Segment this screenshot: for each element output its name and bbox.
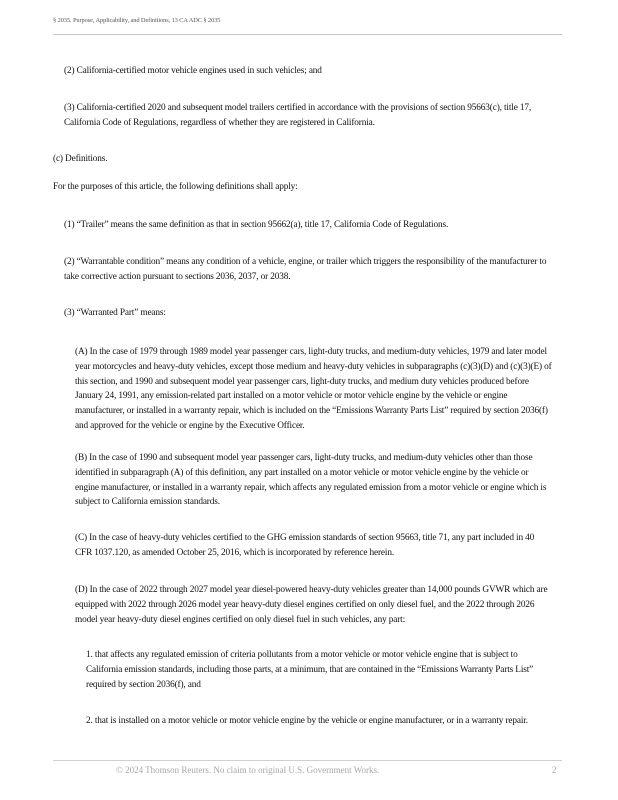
paragraph-intro: For the purposes of this article, the following definitions shall apply:	[53, 182, 298, 192]
paragraph-c3-warranted-part: (3) “Warranted Part” means:	[64, 308, 166, 318]
paragraph-c1-trailer: (1) “Trailer” means the same definition as that in section 95662(a), title 17, California Code of Regulations.	[64, 220, 449, 230]
subparagraph-C: (C) In the case of heavy-duty vehicles certified to the GHG emission standards of section 95663, title 71, any part included in 40 CFR 1037.120, as amended October 25, 2016, which is incorporated by reference herein.	[75, 533, 535, 558]
clause-D1: 1. that affects any regulated emission of criteria pollutants from a motor vehicle or motor vehicle engine that is subject to California emission standards, including those parts, at a minimum, that are contained in the “Emissions Warranty Parts List” required by section 2036(f), and	[86, 650, 534, 690]
running-header: § 2035. Purpose, Applicability, and Definitions, 13 CA ADC § 2035	[53, 17, 221, 24]
subparagraph-B: (B) In the case of 1990 and subsequent model year passenger cars, light-duty trucks, and medium-duty vehicles other than those identified in subparagraph (A) of this definition, any part installed on a motor vehicle or motor vehicle engine by the vehicle or engine manufacturer, or installed in a warranty repair, which affects any regulated emission from a motor vehicle or engine which is subject to California emission standards.	[75, 453, 547, 508]
subparagraph-D: (D) In the case of 2022 through 2027 model year diesel-powered heavy-duty vehicles greater than 14,000 pounds GVWR which are equipped with 2022 through 2026 model year heavy-duty diesel engines certified on only diesel fuel, and the 2022 through 2026 model year heavy-duty diesel engines certified on only diesel fuel in such vehicles, any part:	[75, 585, 548, 625]
clause-D2: 2. that is installed on a motor vehicle or motor vehicle engine by the vehicle or engine manufacturer, or in a warranty repair.	[86, 716, 528, 726]
page-number: 2	[552, 765, 557, 775]
section-heading-definitions: (c) Definitions.	[53, 154, 108, 164]
header-divider	[53, 34, 562, 35]
paragraph-b3: (3) California-certified 2020 and subsequent model trailers certified in accordance with the provisions of section 95663(c), title 17, California Code of Regulations, regardless of whether they are registered in California.	[64, 103, 532, 128]
subparagraph-A: (A) In the case of 1979 through 1989 model year passenger cars, light-duty trucks, and medium-duty vehicles, 1979 and later model year motorcycles and heavy-duty vehicles, except those medium and heavy-duty vehicles in subparagraphs (c)(3)(D) and (c)(3)(E) of this section, and 1990 and subsequent model year passenger cars, light-duty trucks, and medium duty vehicles produced before January 24, 1991, any emission-related part installed on a motor vehicle or motor vehicle engine by the vehicle or engine manufacturer, or installed in a warranty repair, which is included on the “Emissions Warranty Parts List” required by section 2036(f) and approved for the vehicle or engine by the Executive Officer.	[75, 347, 552, 431]
footer-divider	[53, 760, 562, 761]
footer-copyright: © 2024 Thomson Reuters. No claim to original U.S. Government Works.	[116, 765, 380, 775]
paragraph-b2: (2) California-certified motor vehicle engines used in such vehicles; and	[64, 66, 322, 76]
paragraph-c2-warrantable-condition: (2) “Warrantable condition” means any condition of a vehicle, engine, or trailer which triggers the responsibility of the manufacturer to take corrective action pursuant to sections 2036, 2037, or 2038.	[64, 257, 547, 282]
